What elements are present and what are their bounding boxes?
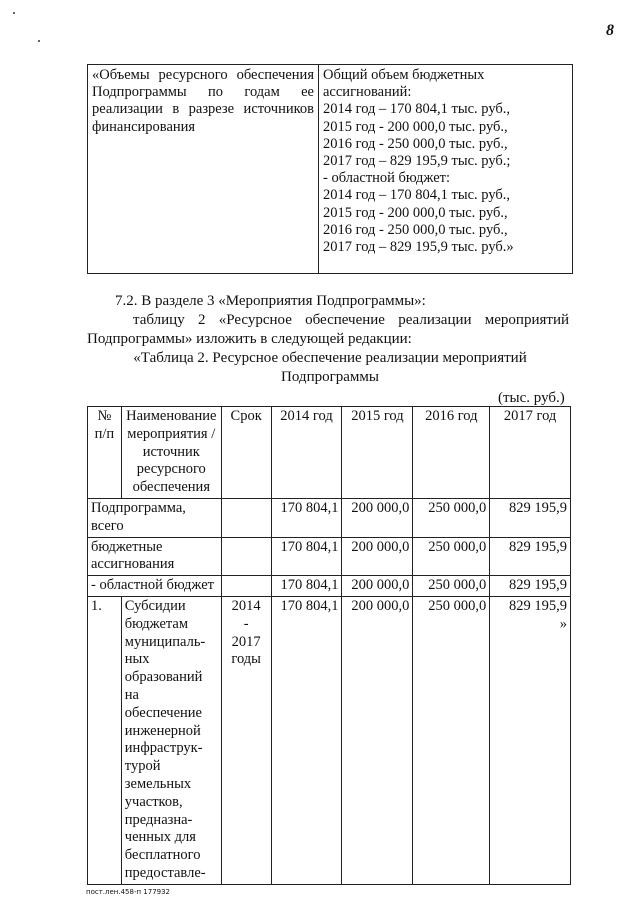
cell-2014: 170 804,1: [271, 498, 342, 537]
cell-2014: 170 804,1: [271, 576, 342, 597]
item-name: [121, 596, 221, 884]
label-line: реализации в разрезе источников: [92, 101, 314, 118]
instruction-text: таблицу 2 «Ресурсное обеспечение реализации мероприятий Подпрограммы» изложить в следующей редакции:: [87, 312, 569, 347]
label-line: «Объемы ресурсного обеспечения: [92, 67, 314, 83]
item-term: [221, 596, 271, 884]
item-term-line: 2017: [231, 633, 261, 650]
cell-2015: 200 000,0: [342, 498, 413, 537]
item-2015: 200 000,0: [342, 596, 413, 884]
item-name-line: ных: [124, 651, 150, 668]
value-line: 2016 год - 250 000,0 тыс. руб.,: [323, 135, 508, 152]
cell-2017: 829 195,9: [490, 498, 571, 537]
header-term: Срок: [221, 407, 271, 499]
item-term-line: -: [243, 615, 249, 632]
cell-2016: 250 000,0: [413, 576, 490, 597]
value-line: 2016 год - 250 000,0 тыс. руб.,: [323, 221, 508, 238]
cell-2015: 200 000,0: [342, 537, 413, 576]
cell-2014: 170 804,1: [271, 537, 342, 576]
item-name-line: земельных: [124, 775, 192, 792]
closing-quote: »: [559, 615, 567, 632]
row-term: [221, 537, 271, 576]
value-line: ассигнований:: [323, 84, 412, 101]
cell-2016: 250 000,0: [413, 498, 490, 537]
instruction-paragraph: [87, 311, 569, 349]
item-name-line: обеспечение: [124, 704, 202, 721]
item-name-line: бесплатного: [124, 847, 201, 864]
scan-speck: [38, 40, 40, 42]
cell-2015: 200 000,0: [342, 576, 413, 597]
item-name-line: инфраструк-: [124, 740, 203, 757]
cell-2016: 250 000,0: [413, 537, 490, 576]
item-name-line: предназна-: [124, 811, 193, 828]
resource-volume-table: [87, 64, 573, 274]
resource-table-2: [87, 406, 571, 885]
item-name-line: предоставле-: [124, 864, 206, 881]
resource-volume-label-cell: [88, 65, 319, 274]
header-name: Наименование мероприятия / источник ресурсного обеспечения: [121, 407, 221, 499]
cell-2017: 829 195,9: [490, 537, 571, 576]
cell-2017: 829 195,9: [490, 576, 571, 597]
table-title: [87, 349, 573, 387]
scan-speck: [13, 12, 15, 14]
item-name-line: инженерной: [124, 722, 201, 739]
resource-volume-values-cell: [319, 65, 573, 274]
row-label: - областной бюджет: [88, 576, 222, 597]
label-line: Подпрограммы по годам ее: [92, 84, 314, 101]
item-name-line: ченных для: [124, 829, 196, 846]
item-name-line: муниципаль-: [124, 633, 206, 650]
footer-code: пост.лен.458-п 177932: [86, 888, 171, 896]
value-line: 2015 год - 200 000,0 тыс. руб.,: [323, 204, 508, 221]
item-name-line: на: [124, 686, 139, 703]
item-2017-value: 829 195,9: [509, 597, 567, 614]
value-line: 2014 год – 170 804,1 тыс. руб.,: [323, 187, 511, 204]
value-line: 2015 год - 200 000,0 тыс. руб.,: [323, 118, 508, 135]
item-name-line: Субсидии: [124, 597, 186, 614]
page-number: 8: [606, 22, 614, 39]
item-2014: 170 804,1: [271, 596, 342, 884]
row-term: [221, 498, 271, 537]
header-row: [88, 407, 571, 499]
row-term: [221, 576, 271, 597]
row-label: Подпрограмма, всего: [88, 498, 222, 537]
value-line: Общий объем бюджетных: [323, 67, 485, 83]
item-name-line: участков,: [124, 793, 183, 810]
item-term-line: годы: [231, 651, 261, 668]
row-label: бюджетные ассигнования: [88, 537, 222, 576]
table-row: [88, 576, 571, 597]
table-title-line-1: «Таблица 2. Ресурсное обеспечение реализации мероприятий: [133, 350, 527, 366]
value-line: 2017 год – 829 195,9 тыс. руб.;: [323, 153, 511, 170]
header-2014: 2014 год: [271, 407, 342, 499]
label-line: финансирования: [92, 118, 196, 135]
table-row: [88, 498, 571, 537]
item-2017: [490, 596, 571, 884]
value-line: 2017 год – 829 195,9 тыс. руб.»: [323, 239, 514, 256]
item-name-line: образований: [124, 669, 203, 686]
header-num: № п/п: [88, 407, 122, 499]
item-name-line: турой: [124, 758, 161, 775]
table-title-line-2: Подпрограммы: [281, 369, 379, 385]
item-2016: 250 000,0: [413, 596, 490, 884]
item-term-line: 2014: [231, 597, 261, 614]
header-2016: 2016 год: [413, 407, 490, 499]
value-line: 2014 год – 170 804,1 тыс. руб.,: [323, 101, 511, 118]
table-row: [88, 537, 571, 576]
table-row-item-1: [88, 596, 571, 884]
value-line: - областной бюджет:: [323, 170, 451, 187]
item-num: 1.: [88, 596, 122, 884]
section-heading: 7.2. В разделе 3 «Мероприятия Подпрограммы»:: [115, 293, 426, 309]
header-2015: 2015 год: [342, 407, 413, 499]
header-2017: 2017 год: [490, 407, 571, 499]
item-name-line: бюджетам: [124, 615, 189, 632]
unit-label: (тыс. руб.): [498, 390, 565, 406]
